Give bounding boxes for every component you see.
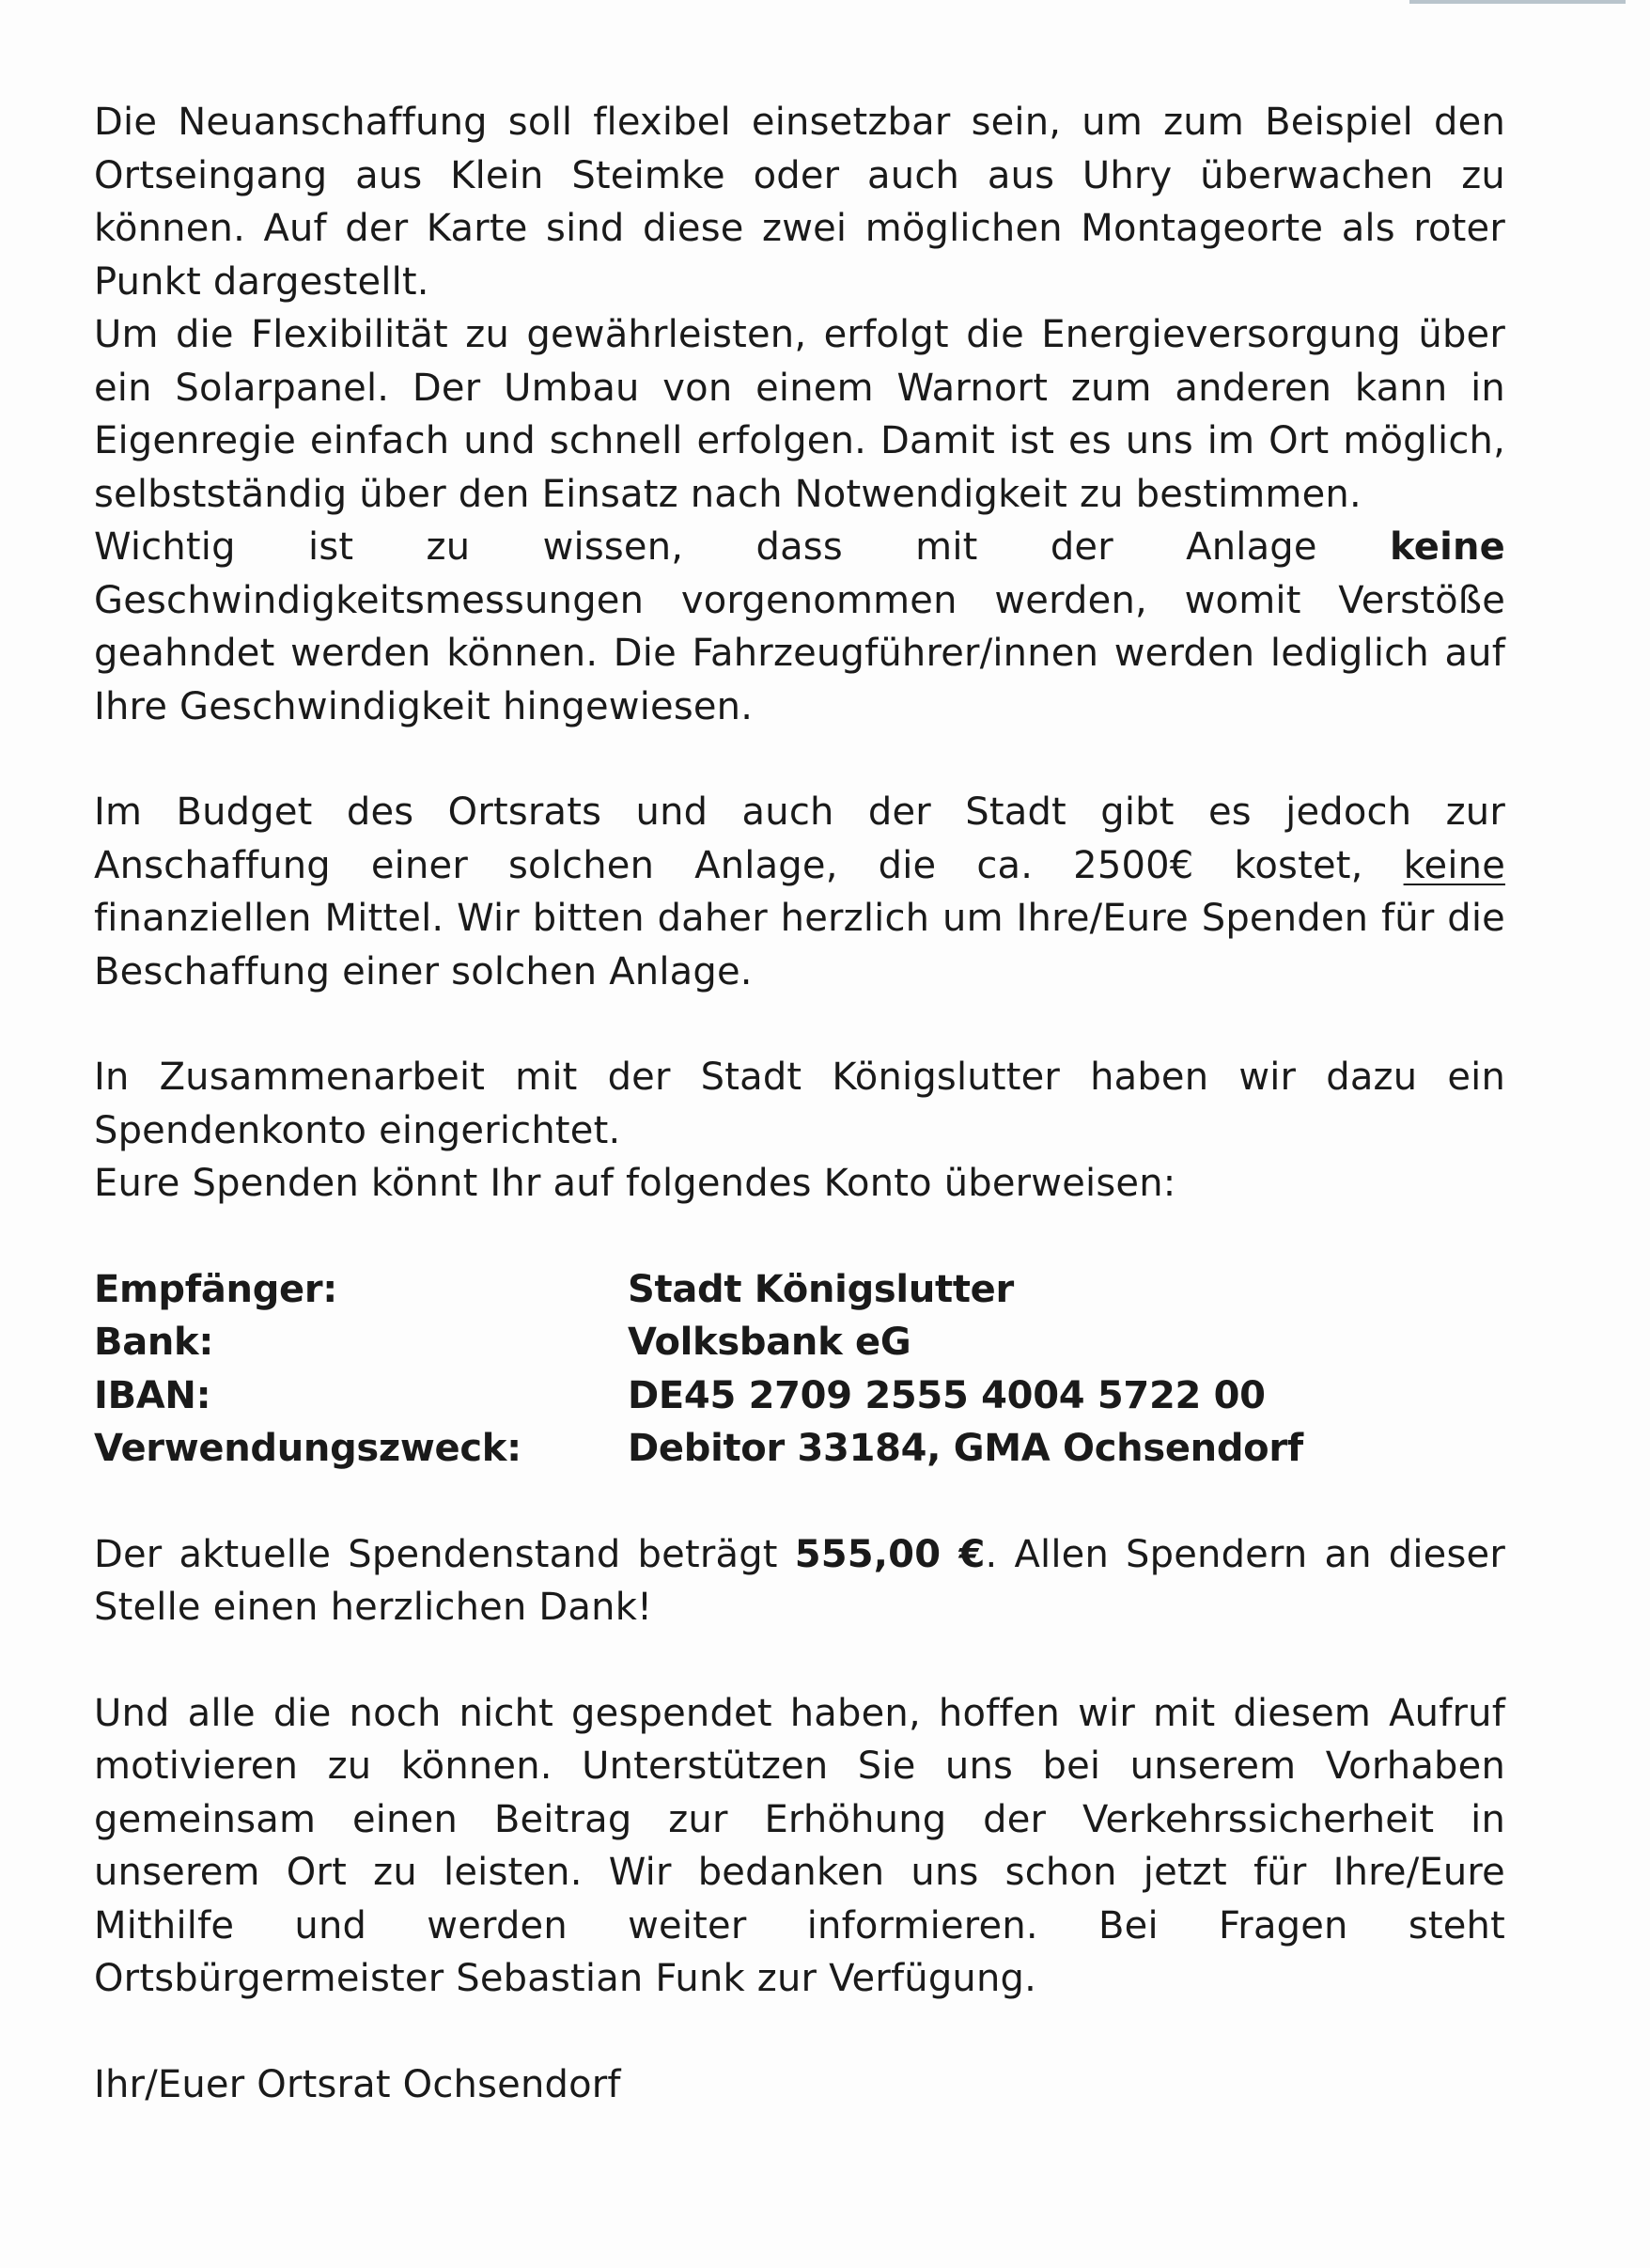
text-segment: Im Budget des Ortsrats und auch der Stadt gibt es jedoch zur Anschaffung einer solchen Anlage, die ca. 2500€ kostet, bbox=[94, 790, 1505, 887]
scan-edge-mark bbox=[1409, 0, 1626, 4]
spacer bbox=[94, 1211, 1505, 1263]
donation-amount: 555,00 € bbox=[794, 1532, 986, 1576]
paragraph-solar: Um die Flexibilität zu gewährleisten, erfolgt die Energieversorgung über ein Solarpanel. Der Umbau von einem Warnort zum anderen kann in Eigenregie einfach und schnell erfolgen. Damit ist es uns im Ort möglich, selbstständig über den Einsatz nach Notwendigkeit zu bestimmen. bbox=[94, 313, 1505, 516]
iban-value: DE45 2709 2555 4004 5722 00 bbox=[628, 1373, 1266, 1417]
paragraph-appeal: Und alle die noch nicht gespendet haben, hoffen wir mit diesem Aufruf motivieren zu können. Unterstützen Sie uns bei unserem Vorhaben gemeinsam einen Beitrag zur Erhöhung der Verkehrssicherheit in unserem Ort zu leisten. Wir bedanken uns schon jetzt für Ihre/Eure Mithilfe und werden weiter informieren. Bei Fragen steht Ortsbürgermeister Sebastian Funk zur Verfügung. bbox=[94, 1691, 1505, 2000]
purpose-value: Debitor 33184, GMA Ochsendorf bbox=[628, 1427, 1303, 1470]
paragraph-transfer-instruction: Eure Spenden könnt Ihr auf folgendes Konto überweisen: bbox=[94, 1162, 1176, 1205]
letter-body bbox=[94, 96, 1505, 2111]
paragraph-mounting: Die Neuanschaffung soll flexibel einsetzbar sein, um zum Beispiel den Ortseingang aus Klein Steimke oder auch aus Uhry überwachen zu können. Auf der Karte sind diese zwei möglichen Montageorte als roter Punkt dargestellt. bbox=[94, 101, 1505, 304]
spacer bbox=[94, 1635, 1505, 1687]
spacer bbox=[94, 733, 1505, 786]
iban-label: IBAN: bbox=[94, 1373, 211, 1417]
text-segment: Wichtig ist zu wissen, dass mit der Anlage bbox=[94, 525, 1391, 569]
paragraph-budget bbox=[94, 786, 1505, 998]
spacer bbox=[94, 998, 1505, 1051]
text-segment: Der aktuelle Spendenstand beträgt bbox=[94, 1532, 795, 1576]
text-segment: . Allen Spendern an dieser Stelle einen herzlichen Dank! bbox=[94, 1532, 1505, 1629]
purpose-label: Verwendungszweck: bbox=[94, 1427, 521, 1470]
recipient-value: Stadt Königslutter bbox=[628, 1267, 1014, 1311]
paragraph-no-speed-measurement bbox=[94, 521, 1505, 733]
bank-details bbox=[94, 1263, 1505, 1476]
paragraph-donation-account: In Zusammenarbeit mit der Stadt Königslutter haben wir dazu ein Spendenkonto eingerichtet. bbox=[94, 1056, 1505, 1152]
emphasis-keine: keine bbox=[1390, 525, 1505, 569]
text-segment: Geschwindigkeitsmessungen vorgenommen werden, womit Verstöße geahndet werden können. Die Fahrzeugführer/innen werden lediglich auf Ihre Geschwindigkeit hingewiesen. bbox=[94, 578, 1505, 728]
signature: Ihr/Euer Ortsrat Ochsendorf bbox=[94, 2062, 621, 2106]
paragraph-donation-status bbox=[94, 1528, 1505, 1635]
bank-label: Bank: bbox=[94, 1321, 214, 1364]
underlined-keine: keine bbox=[1403, 843, 1505, 887]
spacer bbox=[94, 1476, 1505, 1528]
spacer bbox=[94, 2006, 1505, 2058]
recipient-label: Empfänger: bbox=[94, 1267, 337, 1311]
bank-value: Volksbank eG bbox=[628, 1321, 911, 1364]
text-segment: finanziellen Mittel. Wir bitten daher herzlich um Ihre/Eure Spenden für die Beschaffung einer solchen Anlage. bbox=[94, 897, 1505, 993]
